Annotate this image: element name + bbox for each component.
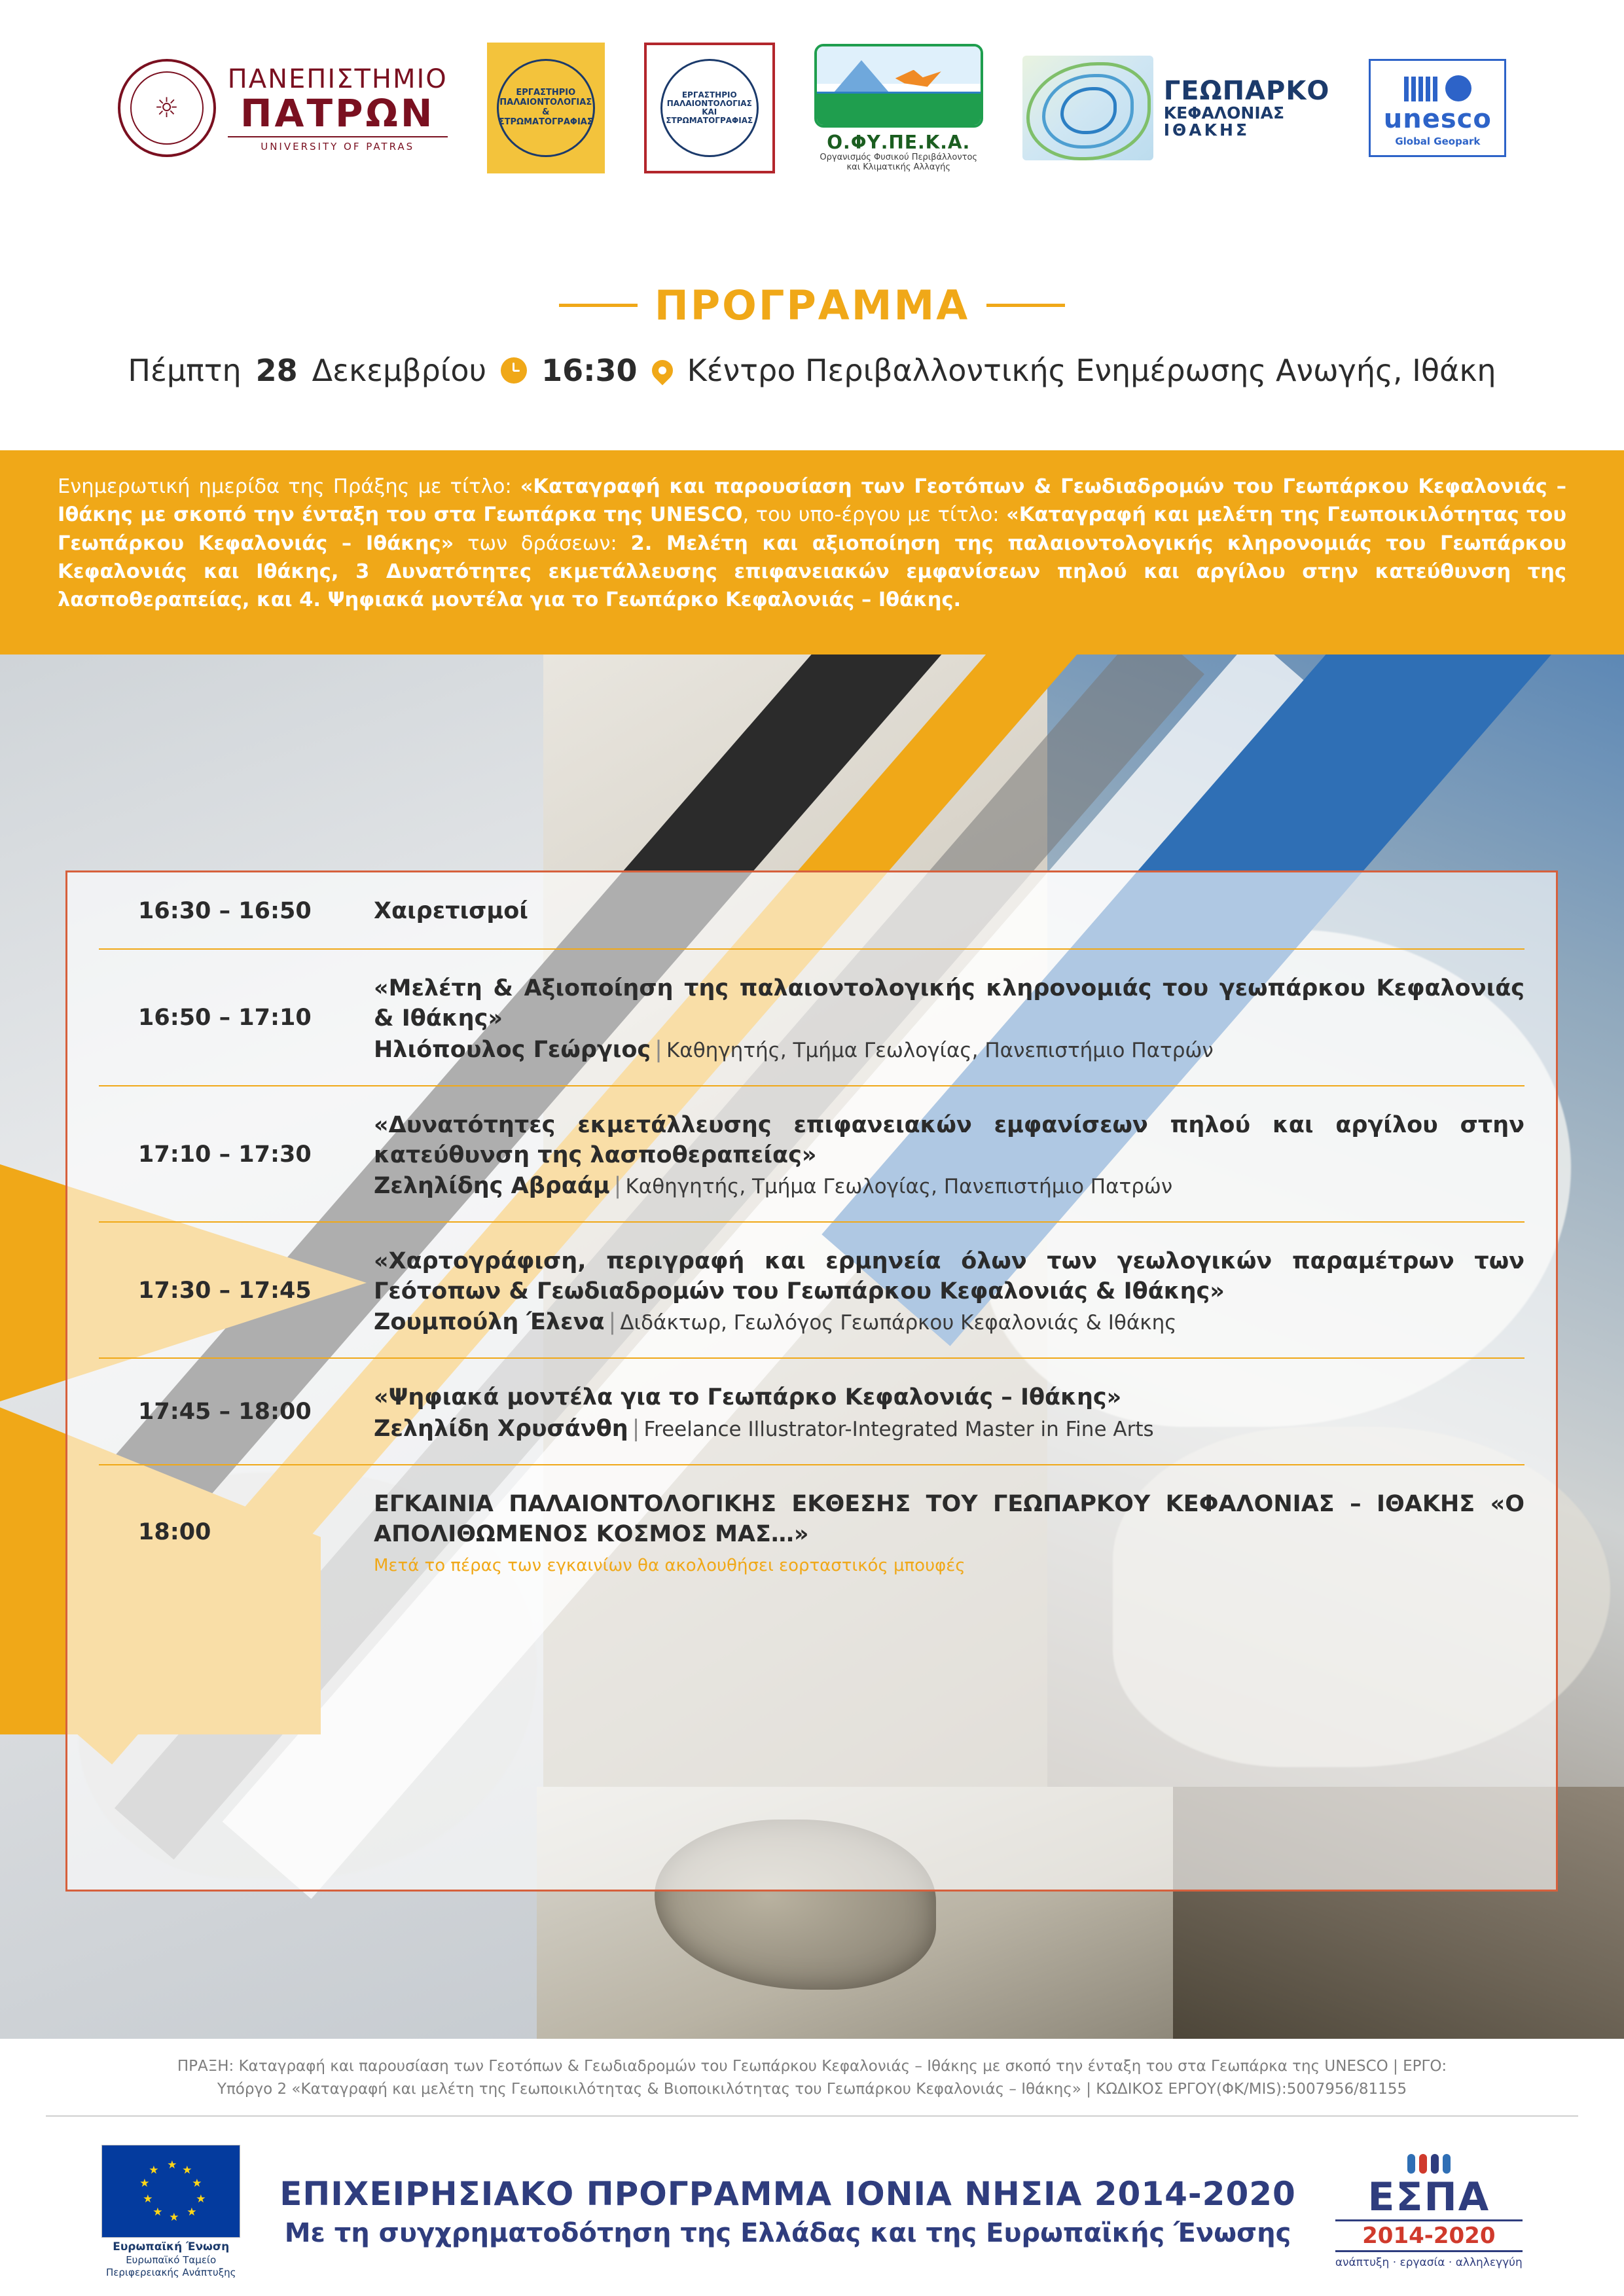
row-time: 17:30 – 17:45 [138,1278,312,1304]
ofypeka-sub1: Οργανισμός Φυσικού Περιβάλλοντος [820,152,978,162]
row-role: Freelance Illustrator-Integrated Master in Fine Arts [643,1417,1154,1441]
eu-logo [101,2145,240,2279]
unesco-subtitle: Global Geopark [1395,135,1481,147]
geopark-contour-icon [1022,56,1153,160]
row-time: 18:00 [138,1518,211,1545]
espa-programme-sub: Με τη συγχρηματοδότηση της Ελλάδας και της Ευρωπαϊκής Ένωσης [284,2218,1291,2248]
espa-wordmark: ΕΣΠΑ [1367,2174,1490,2220]
unesco-dot-icon [1445,75,1471,101]
abstract-part3: των δράσεων: [454,531,631,555]
row-role: Καθηγητής, Τμήμα Γεωλογίας, Πανεπιστήμιο Πατρών [666,1038,1214,1062]
program-table [65,870,1558,1892]
funding-band [0,2127,1624,2296]
ofypeka-sub2: και Κλιματικής Αλλαγής [846,162,951,172]
eu-caption-1: Ευρωπαϊκό Ταμείο [126,2253,217,2266]
table-row [99,872,1525,950]
table-row [99,1359,1525,1465]
lab-gold-caption: ΕΡΓΑΣΤΗΡΙΟ ΠΑΛΑΙΟΝΤΟΛΟΓΙΑΣ & ΣΤΡΩΜΑΤΟΓΡΑΦΙΑΣ [497,59,595,157]
geopark-line3: ΙΘΑΚΗΣ [1163,120,1250,139]
espa-logo [1335,2154,1523,2269]
logo-paleontology-lab-red [644,43,775,173]
operational-programme-text [280,2175,1296,2248]
row-time: 16:50 – 17:10 [138,1005,312,1031]
row-title: «Ψηφιακά μοντέλα για το Γεωπάρκο Κεφαλονιάς – Ιθάκης» [374,1384,1122,1411]
unesco-temple-icon [1376,67,1499,101]
unesco-wordmark: unesco [1383,104,1492,134]
title-block [0,281,1624,388]
footer-divider [46,2115,1578,2117]
page-title: ΠΡΟΓΡΑΜΜΑ [654,281,970,329]
row-role: Διδάκτωρ, Γεωλόγος Γεωπάρκου Κεφαλονιάς & Ιθάκης [620,1311,1177,1335]
patras-seal-icon [118,59,216,157]
table-row [99,1223,1525,1359]
row-speaker: Ζεληλίδης Αβραάμ [374,1172,610,1199]
geopark-line1: ΓΕΩΠΑΡΚΟ [1163,75,1330,106]
logo-unesco-global-geopark [1369,59,1506,157]
lab-red-caption: ΕΡΓΑΣΤΗΡΙΟ ΠΑΛΑΙΟΝΤΟΛΟΓΙΑΣ ΚΑΙ ΣΤΡΩΜΑΤΟΓΡΑΦΙΑΣ [660,59,759,157]
espa-years: 2014-2020 [1335,2219,1523,2252]
row-time: 17:10 – 17:30 [138,1141,312,1168]
abstract-bold2: «Καταγραφή και μελέτη της Γεωποικιλότητας του Γεωπάρκου Κεφαλονιάς – Ιθάκης» [58,503,1566,555]
abstract-banner [0,450,1624,655]
event-time: 16:30 [541,353,638,388]
geopark-line2: ΚΕΦΑΛΟΝΙΑΣ [1163,103,1285,122]
footer-line2: Υπόργο 2 «Καταγραφή και μελέτη της Γεωποικιλότητας & Βιοποικιλότητας του Γεωπάρκου Κεφαλονιάς – Ιθάκης» | ΚΩΔΙΚΟΣ ΕΡΓΟΥ(ΦΚ/MIS):5007956/81155 [217,2080,1407,2098]
event-month: Δεκεμβρίου [312,353,487,388]
patras-line3: UNIVERSITY OF PATRAS [228,136,448,152]
logo-geopark-kefalonia-ithaki [1022,56,1330,160]
abstract-part1: Ενημερωτική ημερίδα της Πράξης με τίτλο: [58,475,520,498]
patras-seal-glyph: ☼ [130,71,204,145]
row-title: «Δυνατότητες εκμετάλλευσης επιφανειακών εμφανίσεων πηλού και αργίλου στην κατεύθυνση της λασποθεραπείας» [374,1111,1525,1168]
row-title: «Χαρτογράφιση, περιγραφή και ερμηνεία όλων των γεωλογικών παραμέτρων των Γεότοπων & Γεωδιαδρομών του Γεωπάρκου Κεφαλονιάς & Ιθάκης» [374,1247,1525,1305]
abstract-part2: , του υπο-έργου με τίτλο: [742,503,1007,527]
row-separator: | [632,1415,640,1442]
row-separator: | [608,1309,617,1336]
patras-line2: ΠΑΤΡΩΝ [240,90,435,135]
row-speaker: Ηλιόπουλος Γεώργιος [374,1036,651,1063]
abstract-bold3: 2. Μελέτη και αξιοποίηση της παλαιοντολογικής κληρονομιάς του Γεωπάρκου Κεφαλονιάς και Ιθάκης, 3 Δυνατότητες εκμετάλλευσης επιφανειακών εμφανίσεων πηλού και αργίλου στην κατεύθυνση της λασποθεραπείας, και 4. Ψηφιακά μοντέλα για το Γεωπάρκο Κεφαλονιάς – Ιθάκης. [58,531,1567,612]
location-pin-icon [647,355,677,385]
eu-caption-2: Περιφερειακής Ανάπτυξης [105,2266,236,2278]
logo-ofypeka [814,44,983,173]
title-rule-left [559,304,638,307]
row-time: 17:45 – 18:00 [138,1399,312,1426]
row-title: ΕΓΚΑΙΝΙΑ ΠΑΛΑΙΟΝΤΟΛΟΓΙΚΗΣ ΕΚΘΕΣΗΣ ΤΟΥ ΓΕΩΠΑΡΚΟΥ ΚΕΦΑΛΟΝΙΑΣ – ΙΘΑΚΗΣ «Ο ΑΠΟΛΙΘΩΜΕΝΟΣ ΚΟΣΜΟΣ ΜΑΣ…» [374,1490,1525,1547]
abstract-bold1: «Καταγραφή και παρουσίαση των Γεοτόπων & Γεωδιαδρομών του Γεωπάρκου Κεφαλονιάς – Ιθάκης με σκοπό την ένταξη του στα Γεωπάρκα της UNESCO [58,475,1567,527]
ofypeka-badge-icon [814,44,983,128]
row-role: Καθηγητής, Τμήμα Γεωλογίας, Πανεπιστήμιο Πατρών [625,1174,1173,1198]
espa-programme-title: ΕΠΙΧΕΙΡΗΣΙΑΚΟ ΠΡΟΓΡΑΜΜΑ ΙΟΝΙΑ ΝΗΣΙΑ 2014-2020 [280,2175,1296,2213]
row-speaker: Ζεληλίδη Χρυσάνθη [374,1415,628,1442]
patras-line1: ΠΑΝΕΠΙΣΤΗΜΙΟ [227,63,448,94]
footer-line1: ΠΡΑΞΗ: Καταγραφή και παρουσίαση των Γεοτόπων & Γεωδιαδρομών του Γεωπάρκου Κεφαλονιάς – Ιθάκης με σκοπό την ένταξη του στα Γεωπάρκα της UNESCO | ΕΡΓΟ: [177,2058,1447,2075]
row-speaker: Ζουμπούλη Έλενα [374,1309,605,1336]
logo-strip [0,0,1624,216]
footer-project-note [0,2055,1624,2100]
row-title: «Μελέτη & Αξιοποίηση της παλαιοντολογικής κληρονομιάς του γεωπάρκου Κεφαλονιάς & Ιθάκης» [374,975,1525,1032]
event-date-number: 28 [255,353,298,388]
espa-tagline: ανάπτυξη · εργασία · αλληλεγγύη [1335,2256,1523,2269]
row-separator: | [655,1036,662,1063]
eu-flag-icon [101,2145,240,2238]
table-row [99,1465,1525,1598]
row-time: 16:30 – 16:50 [138,898,312,925]
clock-icon [501,357,527,384]
row-note: Μετά το πέρας των εγκαινίων θα ακολουθήσει εορταστικός μπουφές [374,1555,965,1575]
title-rule-right [986,304,1065,307]
ofypeka-title: Ο.ΦΥ.ΠΕ.Κ.Α. [827,131,971,153]
event-day: Πέμπτη [128,353,242,388]
logo-university-of-patras [118,59,448,157]
espa-bars-icon [1335,2154,1523,2174]
row-title: Χαιρετισμοί [374,898,528,924]
table-row [99,1086,1525,1223]
table-row [99,950,1525,1086]
event-meta [0,353,1624,388]
logo-paleontology-lab-gold [487,43,605,173]
eu-stars: ★ ★ ★ ★ ★ ★ ★ ★ ★ ★ [139,2158,206,2224]
event-venue: Κέντρο Περιβαλλοντικής Ενημέρωσης Ανωγής, Ιθάκη [687,353,1496,388]
row-separator: | [613,1172,622,1199]
eu-caption-bold: Ευρωπαϊκή Ένωση [113,2240,230,2253]
